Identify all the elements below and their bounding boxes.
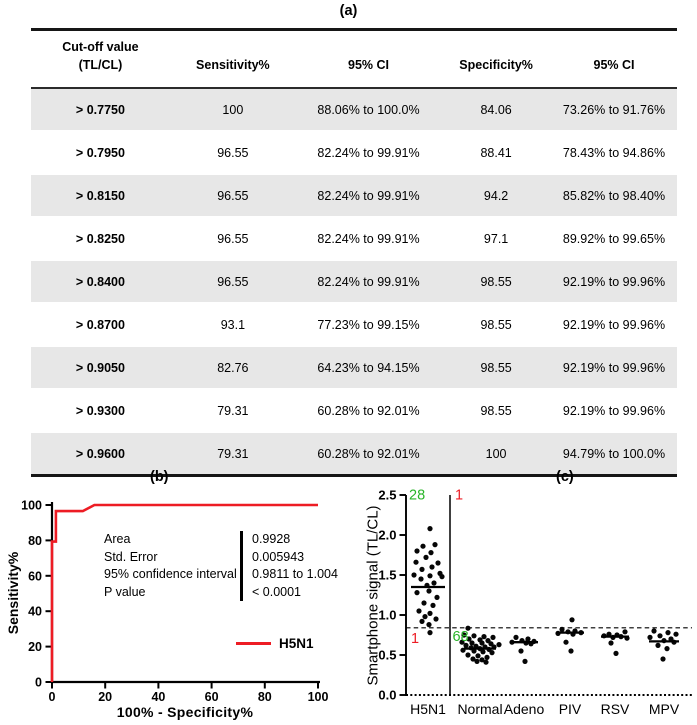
y-tick-label: 1.0 xyxy=(378,607,397,623)
table-row xyxy=(31,303,677,346)
data-point xyxy=(480,649,485,654)
col-header-specificity: Specificity% xyxy=(441,30,551,89)
y-tick-label: 2.0 xyxy=(378,527,397,543)
table-row xyxy=(31,131,677,174)
value-cell: 64.23% to 94.15% xyxy=(296,346,441,389)
x-tick-label: 100 xyxy=(307,690,329,704)
col-header-ci-sensitivity: 95% CI xyxy=(296,30,441,89)
value-cell: 88.41 xyxy=(441,131,551,174)
stat-value-std-error: 0.005943 xyxy=(252,549,305,564)
cutoff-cell: > 0.7750 xyxy=(31,88,170,131)
roc-y-axis-title: Sensitivity% xyxy=(5,551,21,635)
value-cell: 96.55 xyxy=(170,217,296,260)
value-cell: 94.2 xyxy=(441,174,551,217)
value-cell: 97.1 xyxy=(441,217,551,260)
panel-b xyxy=(0,468,356,725)
data-point xyxy=(518,648,523,653)
data-point xyxy=(655,643,660,648)
roc-stats-box xyxy=(104,531,338,601)
value-cell: 73.26% to 91.76% xyxy=(551,88,677,131)
data-point xyxy=(414,548,419,553)
category-label: Adeno xyxy=(503,701,545,717)
group-rsv xyxy=(601,629,630,656)
cutoff-cell: > 0.8700 xyxy=(31,303,170,346)
y-tick-label: 2.5 xyxy=(378,487,397,503)
stat-label-std-error: Std. Error xyxy=(104,549,158,564)
cutoff-cell: > 0.8150 xyxy=(31,174,170,217)
value-cell: 82.24% to 99.91% xyxy=(296,260,441,303)
data-point xyxy=(431,580,436,585)
data-point xyxy=(432,542,437,547)
cutoff-cell: > 0.9600 xyxy=(31,432,170,476)
value-cell: 88.06% to 100.0% xyxy=(296,88,441,131)
data-point xyxy=(673,632,678,637)
data-point xyxy=(426,622,431,627)
data-point xyxy=(613,651,618,656)
group-piv xyxy=(555,617,584,653)
value-cell: 98.55 xyxy=(441,303,551,346)
data-point xyxy=(435,560,440,565)
value-cell: 89.92% to 99.65% xyxy=(551,217,677,260)
stat-value-p-value: < 0.0001 xyxy=(252,584,302,599)
x-tick-label: 60 xyxy=(204,690,219,704)
count-negatives-below: 68 xyxy=(452,629,469,645)
data-point xyxy=(434,595,439,600)
cutoff-table-body xyxy=(31,88,677,476)
value-cell: 98.55 xyxy=(441,389,551,432)
data-point xyxy=(427,573,432,578)
value-cell: 92.19% to 99.96% xyxy=(551,303,677,346)
col-header-sensitivity: Sensitivity% xyxy=(170,30,296,89)
cutoff-cell: > 0.8250 xyxy=(31,217,170,260)
data-point xyxy=(622,629,627,634)
col-header-cutoff-line2: (TL/CL) xyxy=(78,57,123,72)
data-point xyxy=(426,588,431,593)
y-tick-label: 1.5 xyxy=(378,567,397,583)
data-point xyxy=(423,555,428,560)
data-point xyxy=(647,635,652,640)
value-cell: 94.79% to 100.0% xyxy=(551,432,677,476)
data-point xyxy=(474,659,479,664)
value-cell: 92.19% to 99.96% xyxy=(551,260,677,303)
category-label: MPV xyxy=(648,701,680,717)
value-cell: 60.28% to 92.01% xyxy=(296,432,441,476)
value-cell: 77.23% to 99.15% xyxy=(296,303,441,346)
data-point xyxy=(419,567,424,572)
value-cell: 96.55 xyxy=(170,174,296,217)
value-cell: 96.55 xyxy=(170,260,296,303)
roc-legend xyxy=(236,635,314,652)
category-label: H5N1 xyxy=(410,701,446,717)
legend-line-swatch xyxy=(236,642,271,646)
value-cell: 96.55 xyxy=(170,131,296,174)
col-header-cutoff-line1: Cut-off value xyxy=(62,40,139,54)
data-point xyxy=(563,640,568,645)
roc-stats-values xyxy=(240,531,338,601)
value-cell: 82.76 xyxy=(170,346,296,389)
data-point xyxy=(568,648,573,653)
y-tick-label: 80 xyxy=(28,533,42,548)
data-point xyxy=(420,544,425,549)
count-h5n1-below: 1 xyxy=(411,631,420,647)
data-point xyxy=(411,572,416,577)
cutoff-cell: > 0.8400 xyxy=(31,260,170,303)
x-tick-label: 0 xyxy=(48,690,56,704)
table-row xyxy=(31,217,677,260)
value-cell: 79.31 xyxy=(170,389,296,432)
table-row xyxy=(31,174,677,217)
data-point xyxy=(430,603,435,608)
data-point xyxy=(413,560,418,565)
value-cell: 100 xyxy=(441,432,551,476)
y-tick-label: 0 xyxy=(35,675,42,690)
data-point xyxy=(427,611,432,616)
data-point xyxy=(414,590,419,595)
stat-label-ci: 95% confidence interval xyxy=(104,567,237,581)
category-label: Normal xyxy=(457,701,503,717)
data-point xyxy=(429,564,434,569)
value-cell: 98.55 xyxy=(441,260,551,303)
data-point xyxy=(475,653,480,658)
table-row xyxy=(31,346,677,389)
value-cell: 82.24% to 99.91% xyxy=(296,131,441,174)
y-tick-label: 0.0 xyxy=(378,687,397,703)
panel-c-label: (c) xyxy=(556,469,574,485)
roc-stats-labels xyxy=(104,531,240,601)
data-point xyxy=(428,550,433,555)
value-cell: 82.24% to 99.91% xyxy=(296,217,441,260)
data-point xyxy=(422,614,427,619)
y-tick-label: 100 xyxy=(21,498,42,513)
y-tick-label: 20 xyxy=(28,640,42,655)
value-cell: 92.19% to 99.96% xyxy=(551,389,677,432)
data-point xyxy=(513,635,518,640)
value-cell: 79.31 xyxy=(170,432,296,476)
cutoff-table xyxy=(31,28,677,477)
col-header-cutoff xyxy=(31,30,170,89)
stat-label-area: Area xyxy=(104,532,131,546)
y-tick-label: 60 xyxy=(28,569,42,584)
data-point xyxy=(439,574,444,579)
y-tick-label: 40 xyxy=(28,604,42,619)
roc-x-axis-title: 100% - Specificity% xyxy=(116,704,254,720)
stat-label-p-value: P value xyxy=(104,584,146,599)
value-cell: 82.24% to 99.91% xyxy=(296,174,441,217)
table-row xyxy=(31,88,677,131)
table-row xyxy=(31,389,677,432)
data-point xyxy=(657,633,662,638)
x-tick-label: 80 xyxy=(257,690,272,704)
stat-value-area: 0.9928 xyxy=(252,532,291,546)
cutoff-cell: > 0.9050 xyxy=(31,346,170,389)
dotplot-y-axis-title: Smartphone signal (TL/CL) xyxy=(364,505,382,686)
category-label: PIV xyxy=(558,701,582,717)
data-point xyxy=(489,650,494,655)
panel-a-label: (a) xyxy=(339,3,358,19)
x-tick-label: 40 xyxy=(151,690,166,704)
value-cell: 92.19% to 99.96% xyxy=(551,346,677,389)
data-point xyxy=(608,640,613,645)
data-point xyxy=(660,656,665,661)
col-header-ci-specificity: 95% CI xyxy=(551,30,677,89)
value-cell: 93.1 xyxy=(170,303,296,346)
cutoff-cell: > 0.9300 xyxy=(31,389,170,432)
value-cell: 100 xyxy=(170,88,296,131)
dot-plot xyxy=(360,468,697,725)
group-mpv xyxy=(647,628,679,661)
data-point xyxy=(665,630,670,635)
table-row xyxy=(31,260,677,303)
data-point xyxy=(651,628,656,633)
value-cell: 60.28% to 92.01% xyxy=(296,389,441,432)
panel-b-label: (b) xyxy=(150,469,169,485)
legend-series-label: H5N1 xyxy=(279,636,314,651)
group-h5n1 xyxy=(411,526,445,635)
data-point xyxy=(427,526,432,531)
data-point xyxy=(664,646,669,651)
data-point xyxy=(569,617,574,622)
data-point xyxy=(559,627,564,632)
data-point xyxy=(416,608,421,613)
category-label: RSV xyxy=(600,701,630,717)
data-point xyxy=(418,576,423,581)
data-point xyxy=(490,635,495,640)
data-point xyxy=(471,633,476,638)
data-point xyxy=(465,652,470,657)
y-tick-label: 0.5 xyxy=(378,647,397,663)
group-adeno xyxy=(509,635,538,664)
cutoff-table-header xyxy=(31,30,677,89)
data-point xyxy=(483,660,488,665)
data-point xyxy=(496,642,501,647)
value-cell: 85.82% to 98.40% xyxy=(551,174,677,217)
data-point xyxy=(419,619,424,624)
panel-c xyxy=(360,468,697,725)
data-point xyxy=(427,630,432,635)
x-tick-label: 20 xyxy=(98,690,113,704)
value-cell: 84.06 xyxy=(441,88,551,131)
value-cell: 98.55 xyxy=(441,346,551,389)
data-point xyxy=(484,655,489,660)
data-point xyxy=(421,600,426,605)
cutoff-cell: > 0.7950 xyxy=(31,131,170,174)
value-cell: 78.43% to 94.86% xyxy=(551,131,677,174)
count-negatives-above: 1 xyxy=(455,487,464,504)
data-point xyxy=(522,659,527,664)
count-h5n1-above: 28 xyxy=(409,487,426,504)
data-point xyxy=(433,616,438,621)
stat-value-ci: 0.9811 to 1.004 xyxy=(252,567,338,581)
